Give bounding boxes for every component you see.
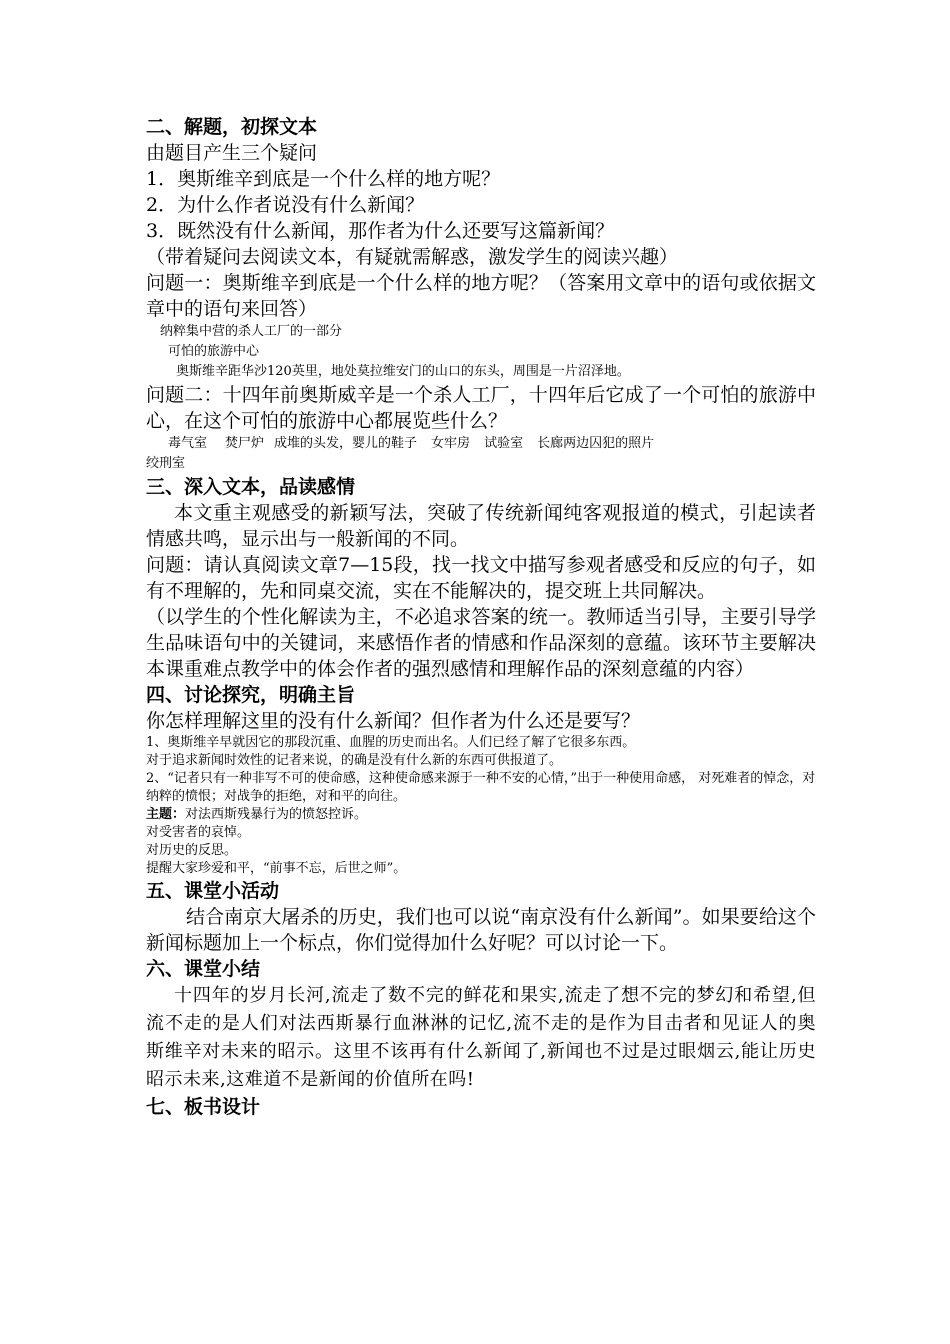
exhibit-item: 焚尸炉	[225, 436, 265, 451]
section-2-note: （带着疑问去阅读文本，有疑就需解惑，激发学生的阅读兴趣）	[146, 246, 679, 268]
question-two: 问题二：十四年前奥斯威辛是一个杀人工厂，十四年后它成了一个可怕的旅游中心，在这个可怕的旅游中心都展览些什么？	[146, 384, 816, 432]
answer-line: 奥斯维辛距华沙120英里，地处莫拉维安门的山口的东头，周围是一片沼泽地。	[176, 364, 630, 379]
question-one: 问题一：奥斯维辛到底是一个什么样的地方呢？（答案用文章中的语句或依据文章中的语句来回答）	[146, 272, 816, 320]
exhibit-item: 女牢房	[431, 436, 471, 451]
theme-text: 对法西斯残暴行为的愤怒控诉。	[185, 807, 368, 822]
exhibit-item: 毒气室	[168, 436, 208, 451]
section-4-question: 你怎样理解这里的没有什么新闻？但作者为什么还是要写？	[146, 710, 641, 732]
theme-line: 提醒大家珍爱和平，“前事不忘，后世之师”。	[146, 861, 407, 876]
section-heading-7: 七、板书设计	[146, 1096, 261, 1118]
exhibit-item: 试验室	[484, 436, 524, 451]
question-item: 3．既然没有什么新闻，那作者为什么还要写这篇新闻？	[146, 220, 615, 242]
section-heading-3: 三、深入文本，品读感情	[146, 476, 356, 498]
section-4-answer: 1、奥斯维辛早就因它的那段沉重、血腥的历史而出名。人们已经了解了它很多东西。	[146, 735, 636, 750]
section-2-intro: 由题目产生三个疑问	[146, 142, 318, 164]
section-heading-2: 二、解题，初探文本	[146, 116, 318, 138]
section-heading-4: 四、讨论探究，明确主旨	[146, 684, 356, 706]
section-5-paragraph: 结合南京大屠杀的历史，我们也可以说“南京没有什么新闻”。如果要给这个新闻标题加上一个标点，你们觉得加什么好呢？可以讨论一下。	[146, 906, 816, 954]
section-heading-6: 六、课堂小结	[146, 958, 261, 980]
exhibit-item: 长廊两边囚犯的照片	[537, 436, 655, 451]
exhibit-item-tail: 绞刑室	[146, 456, 186, 471]
exhibit-item: 成堆的头发，婴儿的鞋子	[274, 436, 418, 451]
theme-line: 对受害者的哀悼。	[146, 825, 251, 840]
section-4-answer: 对于追求新闻时效性的记者来说，的确是没有什么新的东西可供报道了。	[146, 753, 563, 768]
exhibit-list	[146, 434, 816, 454]
section-heading-5: 五、课堂小活动	[146, 880, 280, 902]
theme-line	[146, 806, 816, 824]
section-3-note: （以学生的个性化解读为主，不必追求答案的统一。教师适当引导，主要引导学生品味语句中的关键词，来感悟作者的情感和作品深刻的意蕴。该环节主要解决本课重难点教学中的体会作者的强烈感情和理解作品的深刻意蕴的内容）	[146, 606, 816, 680]
document-page	[146, 114, 816, 1120]
question-item: 2．为什么作者说没有什么新闻？	[146, 194, 425, 216]
theme-label: 主题：	[146, 807, 186, 822]
section-4-answer: 2、“记者只有一种非写不可的使命感，这种使命感来源于一种不安的心情，”出于一种使用命感， 对死难者的悼念，对纳粹的愤恨；对战争的拒绝，对和平的向往。	[146, 771, 816, 804]
answer-line: 纳粹集中营的杀人工厂的一部分	[160, 324, 343, 339]
question-item: 1．奥斯维辛到底是一个什么样的地方呢？	[146, 168, 501, 190]
theme-line: 对历史的反思。	[146, 843, 238, 858]
section-3-question: 问题：请认真阅读文章7—15段，找一找文中描写参观者感受和反应的句子，如有不理解的，先和同桌交流，实在不能解决的，提交班上共同解决。	[146, 554, 816, 602]
answer-line: 可怕的旅游中心	[168, 344, 260, 359]
section-6-paragraph: 十四年的岁月长河,流走了数不完的鲜花和果实,流走了想不完的梦幻和希望,但流不走的是人们对法西斯暴行血淋淋的记忆,流不走的是作为目击者和见证人的奥斯维辛对未来的昭示。这里不该再有什么新闻了,新闻也不过是过眼烟云,能让历史昭示未来,这难道不是新闻的价值所在吗!	[146, 985, 816, 1090]
section-3-paragraph: 本文重主观感受的新颖写法，突破了传统新闻纯客观报道的模式，引起读者情感共鸣，显示出与一般新闻的不同。	[146, 502, 816, 550]
